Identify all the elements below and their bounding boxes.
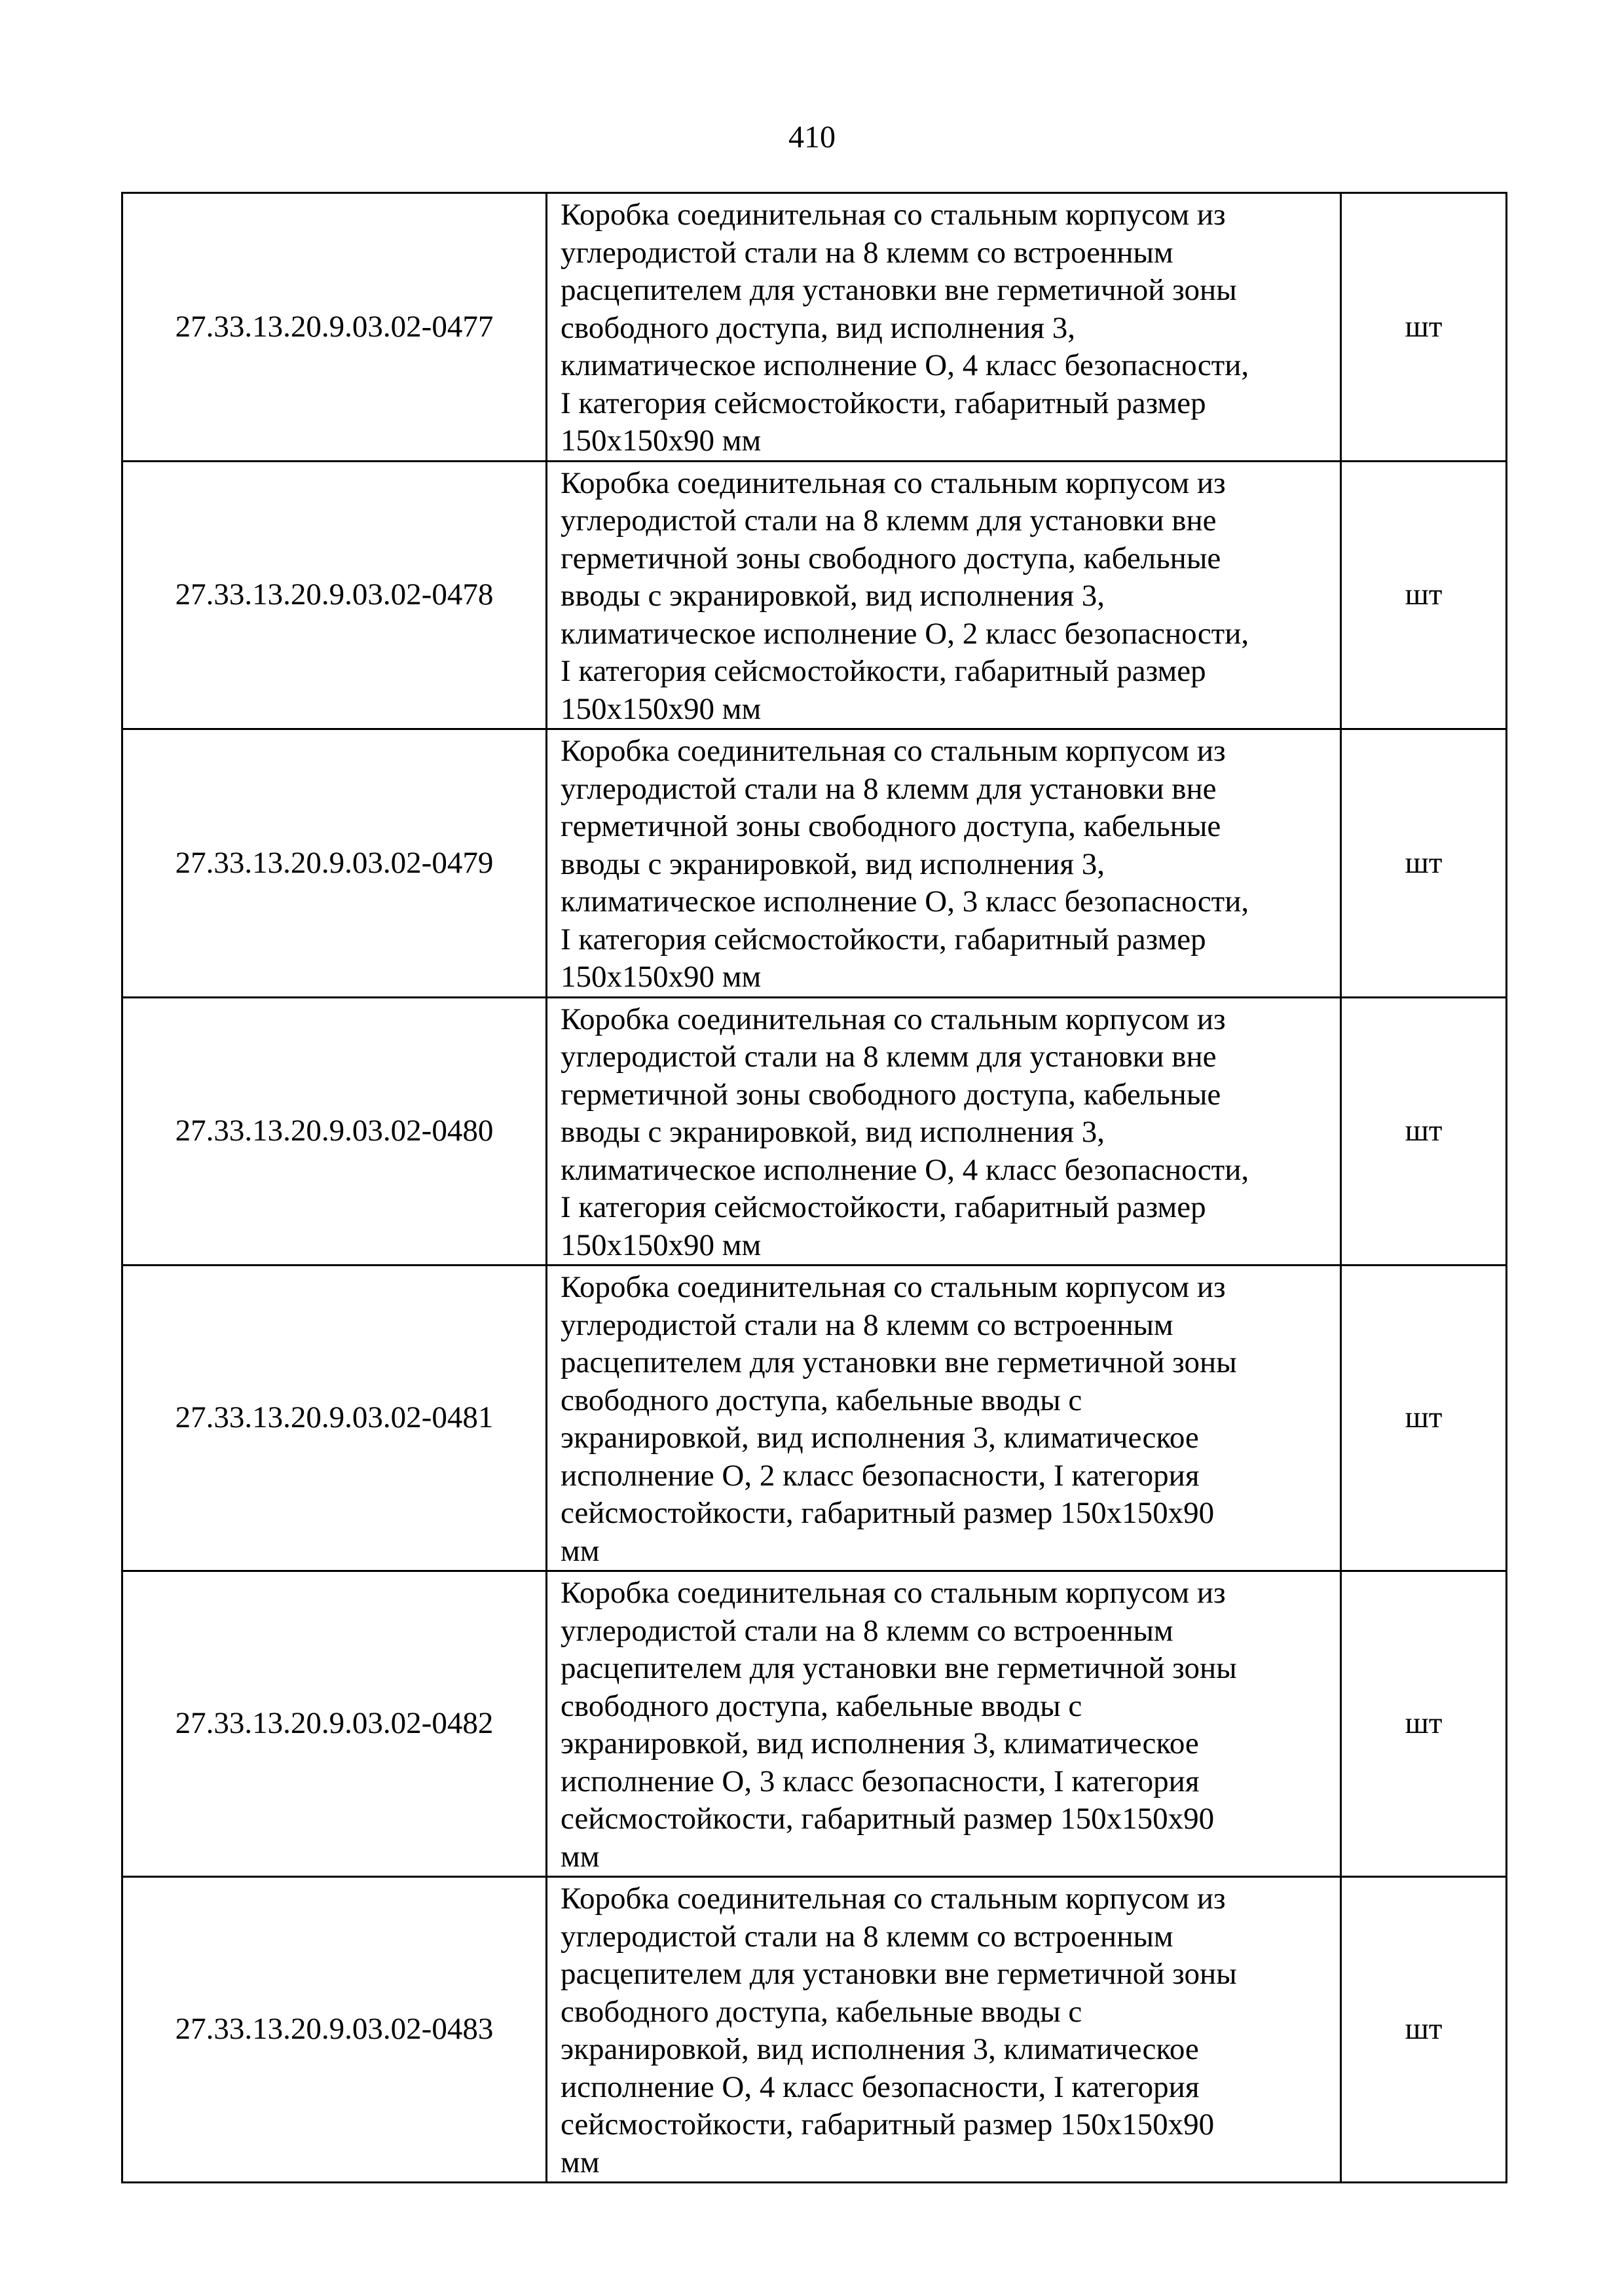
description-line: 150x150x90 мм [561,960,762,994]
description-line: сейсмостойкости, габаритный размер 150x150x90 [561,1496,1215,1530]
description-line: расцепителем для установки вне герметичной зоны [561,1345,1237,1379]
description-line: свободного доступа, кабельные вводы с [561,1688,1082,1723]
description-line: Коробка соединительная со стальным корпусом из [561,734,1226,768]
table-row [122,1877,1507,2183]
description-line: герметичной зоны свободного доступа, кабельные [561,541,1221,575]
description-line: Коробка соединительная со стальным корпусом из [561,1002,1226,1036]
description-line: Коробка соединительная со стальным корпусом из [561,198,1226,232]
table-body [122,193,1507,2183]
description-line: углеродистой стали на 8 клемм со встроенным [561,1307,1173,1342]
description-line: экранировкой, вид исполнения 3, климатическое [561,1726,1199,1760]
table-row [122,461,1507,729]
resource-code: 27.33.13.20.9.03.02-0478 [122,461,547,729]
resource-code: 27.33.13.20.9.03.02-0477 [122,193,547,462]
description-line: исполнение О, 3 класс безопасности, I категория [561,1764,1200,1798]
description-line: I категория сейсмостойкости, габаритный размер [561,922,1206,957]
description-line: расцепителем для установки вне герметичной зоны [561,1957,1237,1991]
description-line: исполнение О, 2 класс безопасности, I категория [561,1458,1200,1493]
description-line: I категория сейсмостойкости, габаритный размер [561,654,1206,688]
description-line: Коробка соединительная со стальным корпусом из [561,1270,1226,1304]
description-line: исполнение О, 4 класс безопасности, I категория [561,2069,1200,2104]
description-line: углеродистой стали на 8 клемм со встроенным [561,235,1173,270]
description-line: свободного доступа, кабельные вводы с [561,1994,1082,2029]
description-line: углеродистой стали на 8 клемм со встроенным [561,1919,1173,1954]
description-line: расцепителем для установки вне герметичной зоны [561,1651,1237,1685]
resource-description [547,1877,1341,2183]
resource-code: 27.33.13.20.9.03.02-0481 [122,1266,547,1571]
description-line: климатическое исполнение О, 3 класс безопасности, [561,884,1249,919]
resource-description [547,1571,1341,1877]
description-line: свободного доступа, вид исполнения 3, [561,310,1076,345]
description-line: 150x150x90 мм [561,424,762,458]
resource-description [547,1266,1341,1571]
unit-of-measure: шт [1341,1571,1507,1877]
description-line: сейсмостойкости, габаритный размер 150x150x90 [561,2107,1215,2141]
description-line: мм [561,1839,600,1874]
table-row [122,1266,1507,1571]
table-row [122,193,1507,462]
unit-of-measure: шт [1341,193,1507,462]
unit-of-measure: шт [1341,729,1507,998]
description-line: вводы с экранировкой, вид исполнения 3, [561,579,1105,613]
description-line: экранировкой, вид исполнения 3, климатическое [561,1421,1199,1455]
description-line: герметичной зоны свободного доступа, кабельные [561,1077,1221,1112]
description-line: углеродистой стали на 8 клемм для установки вне [561,503,1217,538]
description-line: сейсмостойкости, габаритный размер 150x150x90 [561,1802,1215,1836]
resource-description [547,193,1341,462]
description-line: углеродистой стали на 8 клемм со встроенным [561,1613,1173,1648]
description-line: углеродистой стали на 8 клемм для установки вне [561,1040,1217,1074]
description-line: свободного доступа, кабельные вводы с [561,1383,1082,1417]
table-row [122,997,1507,1266]
resource-code: 27.33.13.20.9.03.02-0483 [122,1877,547,2183]
table-row [122,1571,1507,1877]
description-line: углеродистой стали на 8 клемм для установки вне [561,771,1217,806]
description-line: Коробка соединительная со стальным корпусом из [561,1576,1226,1610]
description-line: 150x150x90 мм [561,1228,762,1262]
description-line: 150x150x90 мм [561,691,762,726]
unit-of-measure: шт [1341,1877,1507,2183]
resource-description [547,461,1341,729]
unit-of-measure: шт [1341,997,1507,1266]
description-line: I категория сейсмостойкости, габаритный размер [561,1190,1206,1224]
description-line: Коробка соединительная со стальным корпусом из [561,1882,1226,1916]
description-line: мм [561,1533,600,1568]
page-number: 410 [788,120,836,155]
description-line: расцепителем для установки вне герметичной зоны [561,273,1237,307]
resource-description [547,729,1341,998]
description-line: вводы с экранировкой, вид исполнения 3, [561,847,1105,881]
description-line: климатическое исполнение О, 4 класс безопасности, [561,348,1249,382]
unit-of-measure: шт [1341,461,1507,729]
table-row [122,729,1507,998]
description-line: климатическое исполнение О, 2 класс безопасности, [561,616,1249,651]
description-line: экранировкой, вид исполнения 3, климатическое [561,2032,1199,2066]
unit-of-measure: шт [1341,1266,1507,1571]
resource-code: 27.33.13.20.9.03.02-0480 [122,997,547,1266]
resource-code: 27.33.13.20.9.03.02-0482 [122,1571,547,1877]
resource-code: 27.33.13.20.9.03.02-0479 [122,729,547,998]
description-line: мм [561,2145,600,2179]
description-line: I категория сейсмостойкости, габаритный размер [561,386,1206,420]
description-line: герметичной зоны свободного доступа, кабельные [561,809,1221,843]
description-line: вводы с экранировкой, вид исполнения 3, [561,1115,1105,1149]
resource-description [547,997,1341,1266]
description-line: климатическое исполнение О, 4 класс безопасности, [561,1152,1249,1187]
resource-table [121,192,1507,2183]
description-line: Коробка соединительная со стальным корпусом из [561,465,1226,500]
